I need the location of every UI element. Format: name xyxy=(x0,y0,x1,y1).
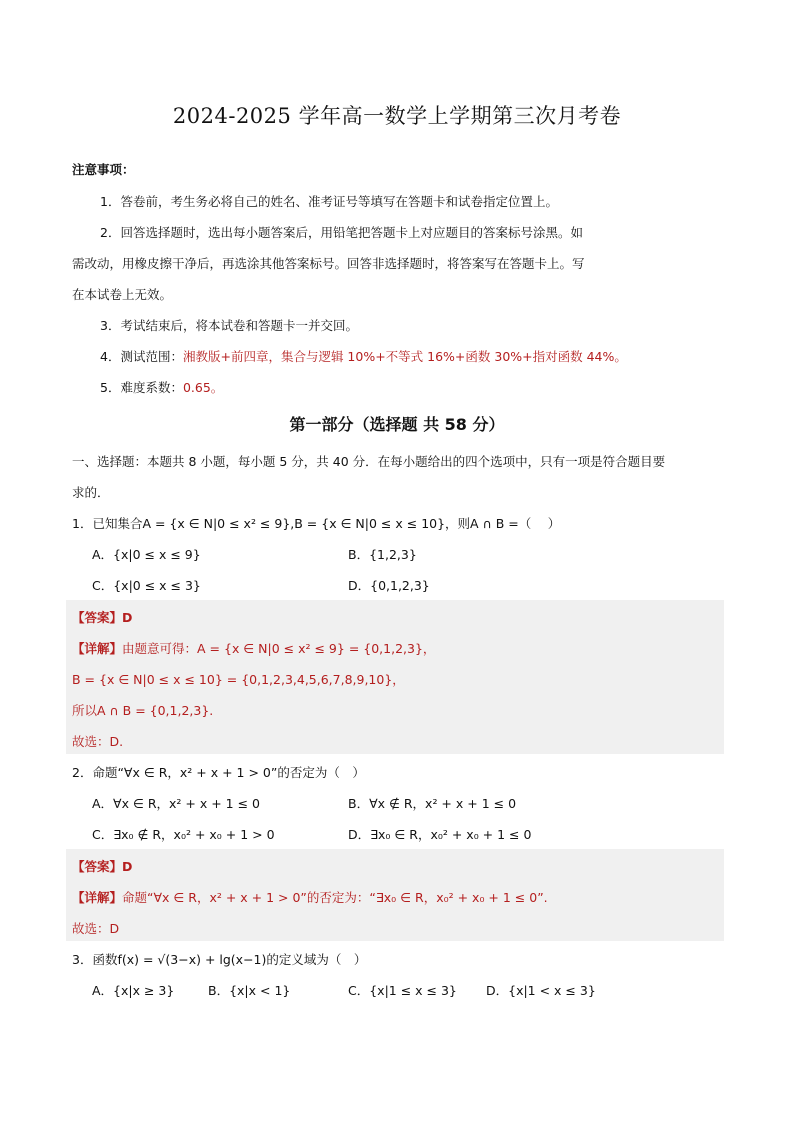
page-title: 2024-2025 学年高一数学上学期第三次月考卷 xyxy=(172,104,622,128)
section-title: 第一部分（选择题 共 58 分） xyxy=(289,415,505,434)
q1-option-c: C．{x|0 ≤ x ≤ 3} xyxy=(92,578,201,593)
q1-option-d: D．{0,1,2,3} xyxy=(348,578,430,593)
q3-option-d: D．{x|1 < x ≤ 3} xyxy=(486,983,596,998)
q2-detail-text: 命题“∀x ∈ R，x² + x + 1 > 0”的否定为：“∃x₀ ∈ R，x₀² + x₀ + 1 ≤ 0”. xyxy=(122,890,548,905)
q2-answer xyxy=(72,857,132,875)
q2-choose: 故选：D xyxy=(72,921,120,936)
q2-answer-tag: 【答案】 xyxy=(72,859,123,874)
q1-choose: 故选：D. xyxy=(72,734,124,749)
q1-answer-value: D xyxy=(122,610,133,625)
q1-detail-tag: 【详解】 xyxy=(72,641,123,656)
q1-detail-line-2: B = {x ∈ N|0 ≤ x ≤ 10} = {0,1,2,3,4,5,6,7,8,9,10}， xyxy=(72,672,405,687)
notice-item-3: 3．考试结束后，将本试卷和答题卡一并交回。 xyxy=(100,318,358,333)
q1-detail-text-1: 由题意可得：A = {x ∈ N|0 ≤ x² ≤ 9} = {0,1,2,3}， xyxy=(122,641,436,656)
difficulty-value: 0.65。 xyxy=(182,380,224,395)
q2-stem: 2．命题“∀x ∈ R，x² + x + 1 > 0”的否定为（ ） xyxy=(72,765,365,780)
q2-option-b: B．∀x ∉ R，x² + x + 1 ≤ 0 xyxy=(348,796,517,811)
q1-detail-line-3: 所以A ∩ B = {0,1,2,3}. xyxy=(72,703,214,718)
notice-item-5 xyxy=(100,378,223,396)
section-intro-line-2: 求的． xyxy=(72,485,110,500)
notice-item-2-line-1: 2．回答选择题时，选出每小题答案后，用铅笔把答题卡上对应题目的答案标号涂黑。如 xyxy=(100,225,583,240)
notice-item-4 xyxy=(100,347,627,365)
q3-option-a: A．{x|x ≥ 3} xyxy=(92,983,175,998)
q3-stem: 3．函数f(x) = √(3−x) + lg(x−1)的定义域为（ ） xyxy=(72,952,367,967)
notice-item-4-label: 4．测试范围： xyxy=(100,349,183,364)
q2-option-c: C．∃x₀ ∉ R，x₀² + x₀ + 1 > 0 xyxy=(92,827,275,842)
notice-item-2-line-2: 需改动，用橡皮擦干净后，再选涂其他答案标号。回答非选择题时，将答案写在答题卡上。写 xyxy=(72,256,585,271)
q1-stem: 1．已知集合A = {x ∈ N|0 ≤ x² ≤ 9},B = {x ∈ N|0 ≤ x ≤ 10}，则A ∩ B =（ ） xyxy=(72,516,561,531)
q2-answer-value: D xyxy=(122,859,133,874)
q1-option-b: B．{1,2,3} xyxy=(348,547,417,562)
q3-option-b: B．{x|x < 1} xyxy=(208,983,291,998)
notice-heading: 注意事项： xyxy=(72,162,135,177)
q1-answer-tag: 【答案】 xyxy=(72,610,123,625)
q2-detail-line xyxy=(72,888,548,906)
section-intro-line-1: 一、选择题：本题共 8 小题，每小题 5 分，共 40 分．在每小题给出的四个选项中，只有一项是符合题目要 xyxy=(72,454,666,469)
q2-option-a: A．∀x ∈ R，x² + x + 1 ≤ 0 xyxy=(92,796,260,811)
q1-answer xyxy=(72,608,132,626)
notice-item-1: 1．答卷前，考生务必将自己的姓名、准考证号等填写在答题卡和试卷指定位置上。 xyxy=(100,194,558,209)
q2-detail-tag: 【详解】 xyxy=(72,890,123,905)
q1-detail-line-1 xyxy=(72,639,435,657)
test-range: 湘教版+前四章，集合与逻辑 10%+不等式 16%+函数 30%+指对函数 44%。 xyxy=(182,349,627,364)
notice-item-2-line-3: 在本试卷上无效。 xyxy=(72,287,173,302)
q1-option-a: A．{x|0 ≤ x ≤ 9} xyxy=(92,547,201,562)
q2-option-d: D．∃x₀ ∈ R，x₀² + x₀ + 1 ≤ 0 xyxy=(348,827,532,842)
q3-option-c: C．{x|1 ≤ x ≤ 3} xyxy=(348,983,457,998)
notice-item-5-label: 5．难度系数： xyxy=(100,380,183,395)
